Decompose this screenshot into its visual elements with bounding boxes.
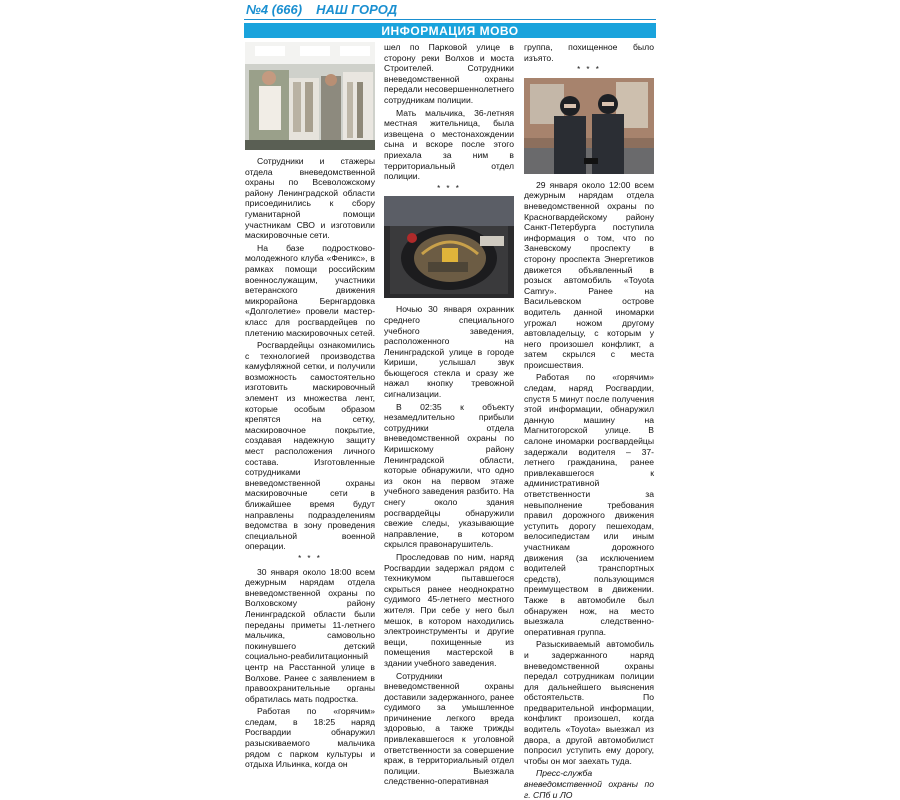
paragraph: Проследовав по ним, наряд Росгвардии задержал рядом с техникумом пытавшегося скрыться ранее неоднократно судимого 45-летнего местного жителя. При себе у него был мешок, в котором находились электроинструменты и другие вещи, похищенные из помещения мастерской в здании учебного заведения.	[384, 551, 514, 668]
masthead	[246, 1, 397, 17]
paragraph: Работая по «горячим» следам, наряд Росгвардии, спустя 5 минут после получения этой информации, обнаружил данную машину на Магнитогорской улице. В салоне иномарки росгвардейцы задержали водителя – 37-летнего гражданина, ранее привлекавшегося к административной ответственности за невыполнение требования правил дорожного движения уступить дорогу пешеходам, велосипедистам или иным участникам дорожного движения (за исключением водителей транспортных средств), пользующимся преимуществом в движении. Также в автомобиле был обнаружен нож, на место выезжала следственно-оперативная группа.	[524, 372, 654, 637]
section-banner: ИНФОРМАЦИЯ МОВО	[244, 23, 656, 38]
newspaper-name: НАШ ГОРОД	[316, 1, 398, 17]
paragraph: Сотрудники вневедомственной охраны доставили задержанного, ранее судимого за умышленное причинение легкого вреда здоровью, а также трижды привлекавшегося к уголовной ответственности за совершение краж, в территориальный отдел полиции. Выезжала следственно-оперативная	[384, 670, 514, 787]
damaged-bag-photo	[384, 196, 514, 298]
section-divider: * * *	[437, 183, 461, 193]
press-service-signature: Пресс-служба вневедомственной охраны по г. СПб и ЛО	[524, 768, 654, 800]
column-2	[384, 42, 514, 787]
masthead-rule	[244, 19, 656, 20]
paragraph: группа, похищенное было изъято.	[524, 42, 654, 63]
paragraph: 29 января около 12:00 всем дежурным нарядам отдела вневедомственной охраны по Красногвардейскому району Санкт-Петербурга поступила информация о том, что по Заневскому проспекту в сторону проспекта Энергетиков движется объявленный в розыск автомобиль «Toyota Camry». Ранее на Васильевском острове водитель данной иномарки угрожал ножом другому автовладельцу, с которым у него произошел конфликт, а затем скрылся с места происшествия.	[524, 179, 654, 370]
paragraph: Работая по «горячим» следам, в 18:25 наряд Росгвардии обнаружил разыскиваемого мальчика рядом с парком культуры и отдыха Ильинка, когда он	[245, 706, 375, 770]
issue-number: №4 (666)	[246, 1, 303, 17]
column-3	[524, 42, 654, 800]
paragraph: Мать мальчика, 36-летняя местная жительница, была извещена о местонахождении сына и вскоре после этого приехала за ним в территориальный отдел полиции.	[384, 107, 514, 182]
paragraph: Росгвардейцы ознакомились с технологией производства камуфляжной сетки, и получили возможность самостоятельно изготовить маскировочный элемент из множества лент, которые особым образом крепятся на сетку, маскировочное покрытие, создавая надежную защиту мест расположения личного состава. Изготовленные сотрудниками вневедомственной охраны маскировочные сети в ближайшее время будут направлены подразделениям ведомства в зону проведения специальной военной операции.	[245, 340, 375, 552]
paragraph: В 02:35 к объекту незамедлительно прибыли сотрудники отдела вневедомственной охраны по Киришскому району Ленинградской области, которые обнаружили, что одно из окон на первом этаже учебного заведения разбито. На снегу около здания росгвардейцы обнаружили свежие следы, указывающие направление, в котором скрылся правонарушитель.	[384, 401, 514, 550]
paragraph: 30 января около 18:00 всем дежурным нарядам отдела вневедомственной охраны по Волховскому району Ленинградской области были переданы приметы 11-летнего мальчика, самовольно покинувшего детский социально-реабилитационный центр на Расстанной улице в Волхове. Ранее с заявлением в правоохранительные органы обратилась мать подростка.	[245, 566, 375, 704]
paragraph: Сотрудники и стажеры отдела вневедомственной охраны по Всеволожскому району Ленинградской области присоединились к сбору гуманитарной помощи участникам СВО и изготовили маскировочные сети.	[245, 156, 375, 241]
column-1	[245, 42, 376, 770]
section-divider: * * *	[577, 65, 601, 75]
section-divider: * * *	[298, 553, 322, 563]
paragraph: Разыскиваемый автомобиль и задержанного наряд вневедомственной охраны передал сотрудникам полиции для дальнейшего выяснения обстоятельств. По предварительной информации, конфликт произошел, когда водитель «Toyota» выезжал из двора, а другой автомобилист попросил уступить ему дорогу, чтобы он мог заехать туда.	[524, 639, 654, 766]
guards-photo	[524, 78, 654, 174]
paragraph: Ночью 30 января охранник среднего специального учебного заведения, расположенного на Ленинградской улице в городе Кириши, услышал звук бьющегося стекла и сразу же нажал кнопку тревожной сигнализации.	[384, 304, 514, 400]
paragraph: шел по Парковой улице в сторону реки Волхов и моста Строителей. Сотрудники вневедомственной охраны передали несовершеннолетнего сотрудникам полиции.	[384, 42, 514, 105]
paragraph: На базе подростково-молодежного клуба «Феникс», в рамках помощи российским военнослужащим, участники ветеранского движения микрорайона Бернгардовка «Долголетие» провели мастер-класс для росгвардейцев по плетению маскировочных сетей.	[245, 242, 376, 338]
sewing-workshop-photo	[245, 42, 375, 150]
